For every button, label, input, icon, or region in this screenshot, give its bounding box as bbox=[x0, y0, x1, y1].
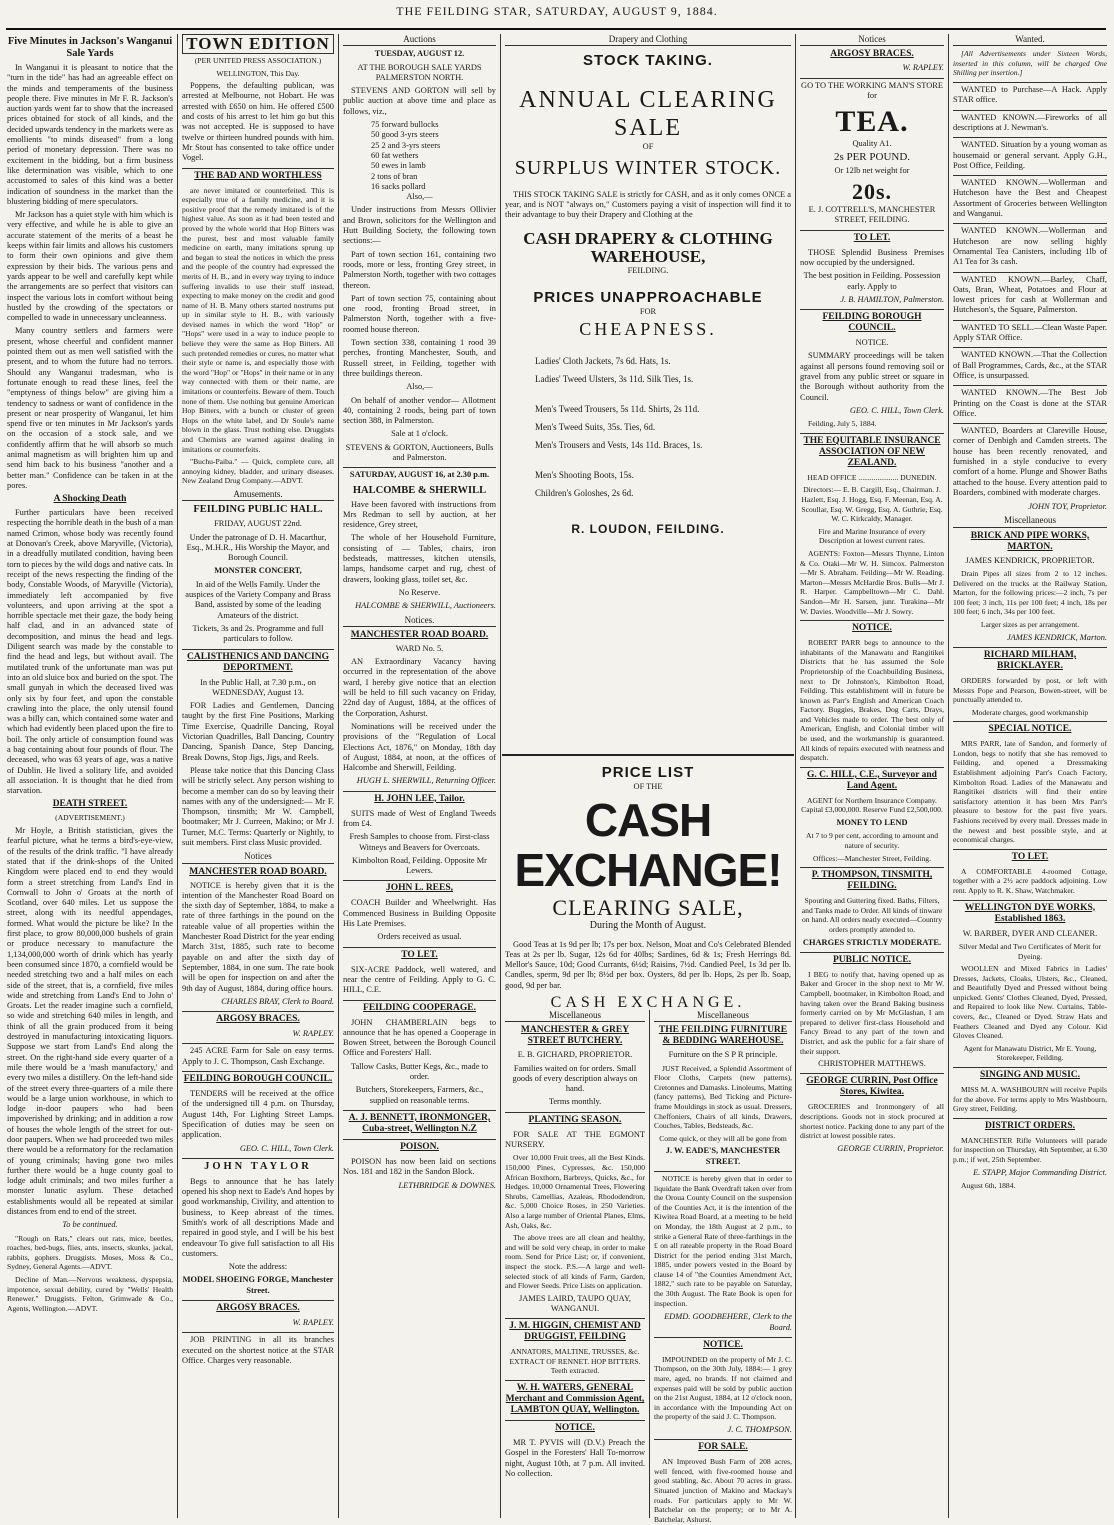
section-header: Drapery and Clothing bbox=[505, 34, 791, 46]
section-header: Wanted. bbox=[953, 34, 1107, 46]
ad-text: No Reserve. bbox=[398, 587, 441, 597]
wanted-ad: WANTED KNOWN.—Wollerman and Hutcheson have the Best and Cheapest Assortment of Groceries between Wellington and Wanganui. bbox=[953, 175, 1107, 219]
signature: W. RAPLEY. bbox=[292, 1318, 334, 1328]
ad-heading: MONEY TO LEND bbox=[836, 818, 908, 828]
signature: W. RAPLEY. bbox=[902, 63, 944, 73]
wanted-ad: WANTED KNOWN.—Barley, Chaff, Oats, Bran, Wheat, Potatoes and Flour at lowest prices for cash at Wollerman and Hutcheson's, the Square, Palmerston. bbox=[953, 272, 1107, 316]
column-2 bbox=[179, 34, 337, 1518]
ad-text: Terms monthly. bbox=[548, 1097, 602, 1107]
ad-title: TO LET. bbox=[800, 230, 944, 244]
ad-text: Quality A1. bbox=[852, 139, 892, 149]
ad-text: THIS STOCK TAKING SALE is strictly for CASH, and as it only comes ONCE a year, and is NOT "always on," Customers paying a visit of inspection will find it to their advantage to buy their Drapery and Clothing at the bbox=[505, 189, 791, 220]
ad-title: PRICE LIST bbox=[601, 764, 695, 781]
column-3 bbox=[340, 34, 499, 1518]
signature: E. STAPP, Major Commanding District. bbox=[973, 1167, 1107, 1177]
ad-text: Kimbolton Road, Feilding. Opposite Mr Lewers. bbox=[352, 855, 487, 876]
news-paragraph: Poppens, the defaulting publican, was arrested at Melbourne, not Hobart. He was arrested with £650 on him. He offered £500 and costs of his arrest to let him go but this was not accepted. He is supposed to have twelve or thirteen hundred pounds with him. Mr Stout has consented to take office under Vogel. bbox=[182, 81, 334, 163]
ad-text: FOR bbox=[639, 306, 657, 316]
ad-heading: NOTICE. bbox=[855, 338, 889, 348]
ad-text: Nominations will be received under the provisions of the "Regulation of Local Elections Act, 1876," on Monday, 18th day of August, 1884, at noon, at the offices of Halcombe and Sherwill, Feilding. bbox=[343, 721, 496, 773]
ad-title: RICHARD MILHAM, BRICKLAYER. bbox=[953, 647, 1107, 672]
column-rule bbox=[500, 34, 501, 1518]
ad-place: AT THE BOROUGH SALE YARDS PALMERSTON NORTH. bbox=[357, 62, 482, 82]
ad-title: CALISTHENICS AND DANCING DEPORTMENT. bbox=[182, 649, 334, 674]
signature: W. RAPLEY. bbox=[292, 1029, 334, 1039]
ad-date: FRIDAY, AUGUST 22nd. bbox=[214, 519, 302, 529]
ad-text: The whole of her Household Furniture, consisting of — Tables, chairs, iron bedsteads, mattresses, kitchen utensils, lamps, handsome carpet and rug, chest of drawers, looking glass, toilet set, &c. bbox=[343, 533, 496, 584]
signature: CHARLES BRAY, Clerk to Board. bbox=[221, 996, 334, 1006]
cash-exchange-ad bbox=[502, 754, 794, 1012]
article-paragraph: Many country settlers and farmers were present, whose cheerful and confident manner pointed them out as men well satisfied with the present, and to whom the future had no terrors. Should any Wanganui tradesman, who is fortunate enough to read these lines, feel the "emptyness of things below" are giving him a tendency to sadness or want of confidence in the present or near prosperity of Wanganui, let him spend five or ten minutes in Mr Jackson's yards on the occasion of a stock sale, and we confidently affirm that he will absorb so much animal magnetism as will brighten him up and send him back to his business "another and a better man." Confidence can be taken in at the pores. bbox=[7, 326, 173, 490]
list-item: Ladies' Cloth Jackets, 7s 6d. Hats, 1s. bbox=[535, 356, 671, 367]
wanted-ad: WANTED TO SELL.—Clean Waste Paper. Apply STAR Office. bbox=[953, 320, 1107, 344]
ad-date: In the Public Hall, at 7.30 p.m., on WEDNESDAY, August 13. bbox=[200, 677, 316, 697]
list-item: Men's Tweed Suits, 35s. Ties, 6d. bbox=[535, 422, 656, 433]
signature: J. B. HAMILTON, Palmerston. bbox=[840, 294, 944, 304]
column-note: [All Advertisements under Sixteen Words, inserted in this column, will be charged One Shilling per insertion.] bbox=[953, 49, 1107, 78]
signature: E. J. COTTRELL'S, MANCHESTER STREET, FEILDING. bbox=[808, 205, 936, 225]
ad-text: AGENTS: Foxton—Messrs Thynne, Linton & Co. Otaki—Mr W. H. Simcox. Palmerston—Mr S. Abraham. Feilding—Mr W. Reading. Marton—Messrs McHardie Bros. Bulls—Mr J. R. Harper. Campbelltown—Mr C. Dahl. Sandon—Mr H. Sarsen, junr. Turakina—Mr W. Davies. Woodville—Mr J. Sowry. bbox=[800, 548, 944, 616]
ad-text: Also,— bbox=[406, 382, 433, 392]
ad-heading: MODEL SHOEING FORGE, Manchester Street. bbox=[182, 1275, 334, 1295]
signature: GEORGE CURRIN, Proprietor. bbox=[837, 1143, 944, 1153]
ad-text: Part of town section 75, containing about one rood, fronting Broad street, in Palmerston North, together with a five-roomed house thereon. bbox=[343, 293, 496, 334]
ad-text: SIX-ACRE Paddock, well watered, and near the centre of Feilding. Apply to G. C. HILL, C.E. bbox=[343, 964, 496, 995]
ad-title: CASH EXCHANGE! bbox=[514, 794, 782, 897]
wanted-ad: WANTED, Boarders at Clareville House, corner of Denbigh and Camden streets. The house has been recently renovated, and furnished in a style conducive to every comfort of a home. Plunge and Shower Baths attached to the house. Every attention paid to Boarders, combined with moderate charges. bbox=[953, 423, 1107, 498]
ad-text: NOTICE is hereby given that it is the intention of the Manchester Road Board on the sixth day of September, 1884, to make a rate of three farthings in the pound on the rateable value of all properties within the Manchester Road District for the year ending March 31st, 1885, such rate to become payable on and after the sixth day of September, 1884, in one sum. The rate book will be open for inspection on and after the 9th day of August, 1884, during office hours. bbox=[182, 880, 334, 993]
article-paragraph: Mr Jackson has a quiet style with him which is very effective, and while he is able to give an accurate statement of the merits of a beast he keeps within fair limits and allows his customers to form their own opinions and give them expression by their bids. The various pens and yards appear to be well and carefully kept while the arrangements are so perfect that visitors can inspect the various lots in comfort without being hustled by the crowding of the spectators or compelled to wade in unnecessary uncleanness. bbox=[7, 210, 173, 323]
list-item: Men's Tweed Trousers, 5s 11d. Shirts, 2s 11d. bbox=[535, 404, 700, 415]
masthead-rule bbox=[6, 28, 1106, 30]
ad-text: During the Month of August. bbox=[589, 920, 707, 932]
ad-title: ANNUAL CLEARING SALE bbox=[519, 87, 777, 142]
ad-title: STOCK TAKING. bbox=[583, 52, 713, 70]
article-paragraph: In Wanganui it is pleasant to notice that the "turn in the tide" has had an agreeable effect on the minds and temperaments of the business people there. Five minutes in Mr F. R. Jackson's auction yards went far to show that the increased prices obtained for stock of all kinds, and the decided upwards tendency in the markets were as emollients "to minds diseased" from a long period of monetary depression. There was no excitement in the bidding, but a firm business like determination was visible, which to one accustomed to sales of this kind was a better indication of soundness in the market than the blustering bidding of mere speculators. bbox=[7, 63, 173, 206]
ad-text: At 7 to 9 per cent, according to amount and nature of security. bbox=[805, 831, 938, 850]
ad-text: Good Teas at 1s 9d per lb; 17s per box. Nelson, Moat and Co's Celebrated Blended Teas at 2s per lb. Sugar, 12s 6d for 40lbs; Sardines, 6d & 1s; Fresh Herrings 8d. Mellor's Sauce, 10d; Good Currants, 6½d; Raisins, 7½d. Candied Peel, 1s 3d per lb. Candles, sperm, 9d per lb; 8½d per box. Oysters, 8d per lb. Hops, 2s per lb. Soap, good, 9d per bar. bbox=[505, 939, 791, 990]
ad-title: NOTICE. bbox=[800, 620, 944, 634]
ad-text: Families waited on for orders. Small goods of every description always on hand. bbox=[512, 1063, 638, 1094]
stock-list bbox=[343, 120, 496, 192]
ad-text: The best position in Feilding. Possession early. Apply to bbox=[803, 271, 941, 291]
ad-date: SATURDAY, AUGUST 16, at 2.30 p.m. bbox=[343, 467, 496, 480]
ad-text: MRS PARR, late of Sandon, and formerly of London, begs to notify that she has removed to Feilding, and opened a Dressmaking Establishment adjoining Parr's Coach Factory, Kimbolton Road. Ladies of the Manawatu and Rangitikei districts will find their entire satisfactory attention it has been Mrs Parr's pleasure to bestow for the past five years. Fashions received by every mail. Dresses made in the newest and best possible style, and at economical charges. bbox=[953, 739, 1107, 845]
ad-text: Part of town section 161, containing two roods, more or less, fronting Grey street, in Palmerston North, together with two cottages thereon. bbox=[343, 249, 496, 290]
section-header: Miscellaneous bbox=[953, 515, 1107, 527]
ad-title: PLANTING SEASON. bbox=[505, 1112, 645, 1126]
ad-title: SPECIAL NOTICE. bbox=[953, 721, 1107, 735]
ad-text: GO TO THE WORKING MAN'S STORE for bbox=[800, 78, 944, 102]
ad-title: PRICES UNAPPROACHABLE bbox=[533, 288, 763, 306]
column-1 bbox=[4, 34, 176, 1518]
ad-text: Agent for Manawatu District, Mr E. Young, Storekeeper, Feilding. bbox=[963, 1043, 1097, 1063]
column-5-lower bbox=[651, 1010, 795, 1524]
ad-text: IMPOUNDED on the property of Mr J. C. Thompson, on the 30th July, 1884:— 1 grey mare, aged, no brands. If not claimed and expenses paid will be sold by public auction on the 21st August, 1884, at 12 o'clock noon, in accordance with the Impounding Act on the property of the said J. C. Thompson. bbox=[654, 1354, 792, 1422]
ad-text: Come quick, or they will all be gone from bbox=[659, 1133, 787, 1143]
ad-title: P. THOMPSON, TINSMITH, FEILDING. bbox=[800, 867, 944, 892]
ad-title: H. JOHN LEE, Tailor. bbox=[343, 791, 496, 805]
ad-text: 2s PER POUND. bbox=[833, 151, 911, 164]
section-header: Notices bbox=[182, 851, 334, 863]
signature: HUGH L. SHERWILL, Returning Officer. bbox=[356, 776, 496, 786]
ad-text: FEILDING. bbox=[627, 266, 669, 276]
ad-text: On behalf of another vendor— Allotment 40, containing 2 roods, being part of town section 388, in Palmerston. bbox=[343, 395, 496, 426]
ad-text: Have been favored with instructions from Mrs Redman to sell by auction, at her residence, Grey street, bbox=[343, 499, 496, 530]
column-rule bbox=[649, 1010, 650, 1518]
ad-text: Butchers, Storekeepers, Farmers, &c., supplied on reasonable terms. bbox=[355, 1085, 484, 1105]
ad-text: MANCHESTER Rifle Volunteers will parade for inspection on Thursday, 4th September, at 6.30 p.m.; if wet, 25th September. bbox=[953, 1135, 1107, 1164]
ad-text: STEVENS AND GORTON will sell by public auction at above time and place as follows, viz., bbox=[343, 86, 496, 116]
ad-text: Fire and Marine Insurance of every Description at lowest current rates. bbox=[818, 526, 926, 546]
ad-text: AGENT for Northern Insurance Company. Capital £3,000,000. Reserve Fund £2,500,000. bbox=[801, 795, 943, 815]
column-rule bbox=[177, 34, 178, 1518]
ad-text: Tickets, 3s and 2s. Programme and full particulars to follow. bbox=[192, 623, 324, 644]
signature: JAMES LAIRD, TAUPO QUAY, WANGANUI. bbox=[518, 1293, 632, 1313]
ad-text: Or 12lb net weight for bbox=[834, 165, 910, 175]
ad-title: WELLINGTON DYE WORKS, Established 1863. bbox=[953, 900, 1107, 925]
ad-title: GEORGE CURRIN, Post Office Stores, Kiwitea. bbox=[800, 1073, 944, 1098]
ad-text: Feilding, July 5, 1884. bbox=[808, 419, 877, 429]
article-title: DEATH STREET. bbox=[52, 799, 128, 810]
section-header: Notices. bbox=[343, 615, 496, 627]
ad-text: Town section 338, containing 1 rood 39 perches, fronting Manchester, South, and Russell street, in Feilding, together with three buildings thereon. bbox=[343, 338, 496, 378]
ad-heading: JAMES KENDRICK, PROPRIETOR. bbox=[965, 555, 1095, 565]
ad-title: TO LET. bbox=[953, 849, 1107, 863]
masthead: THE FEILDING STAR, SATURDAY, AUGUST 9, 1884. bbox=[396, 4, 718, 18]
ad-text: In aid of the Wells Family. Under the auspices of the Variety Company and Brass Band, assisted by some of the leading Amateurs of the district. bbox=[185, 579, 331, 620]
advertisement: Decline of Man.—Nervous weakness, dyspepsia, impotence, sexual debility, cured by "Wells' Health Renewer." Druggists. Felton, Grimwade & Co., Agents, Wellington.—ADVT. bbox=[7, 1275, 173, 1313]
town-edition-title: TOWN EDITION bbox=[182, 34, 334, 54]
list-item: 16 sacks pollard bbox=[371, 181, 426, 191]
section-header: Auctions bbox=[343, 34, 496, 46]
ad-text: A COMFORTABLE 4-roomed Cottage, together with a 2½ acre paddock adjoining. Low rent. Apply to R. K. Shaw, Watchmaker. bbox=[953, 866, 1107, 896]
ad-text: ANNATORS, MALTINE, TRUSSES, &c. EXTRACT OF RENNET. HOP BITTERS. Teeth extracted. bbox=[509, 1347, 641, 1376]
ad-text: Fresh Samples to choose from. First-class Witneys and Beavers for Overcoats. bbox=[349, 832, 490, 852]
byline: (PER UNITED PRESS ASSOCIATION.) bbox=[194, 56, 322, 65]
ad-text: JUST Received, a Splendid Assortment of Floor Cloths, Carpets (new patterns), Cretonnes and Damasks. Linoleums, Matting (fancy patterns), Bed Ticking and Picture-frame Mouldings in stock as usual. Dressers, Cheffoniers, Chairs of all kinds, Drawers, Couches, Tables, Bedsteads, &c. bbox=[654, 1063, 792, 1131]
ad-title: FEILDING COOPERAGE. bbox=[343, 1000, 496, 1014]
ad-text: OF THE bbox=[633, 782, 663, 791]
advertisement-label: (ADVERTISEMENT.) bbox=[55, 813, 125, 823]
ad-text: COACH Builder and Wheelwright. Has Commenced Business in Building Opposite His Late Premises. bbox=[343, 898, 496, 929]
ad-text: FOR Ladies and Gentlemen, Dancing taught by the first Fine Positions, Marking Time Exercise, Quadrille Dancing, Royal Victorian Quadrilles, Ball Dancing, Country Dancing, Spanish Dance, Step Dancing, Break Downs, Stop Jigs, Jigs, and Reels. bbox=[182, 701, 334, 762]
section-header: Miscellaneous bbox=[654, 1010, 792, 1022]
ad-text: Offices:—Manchester Street, Feilding. bbox=[813, 853, 931, 863]
list-item: 2 tons of bran bbox=[371, 171, 418, 181]
ad-text: FOR SALE AT THE EGMONT NURSERY. bbox=[505, 1129, 645, 1150]
ad-title: ARGOSY BRACES. bbox=[182, 1011, 334, 1025]
ad-heading: MONSTER CONCERT, bbox=[214, 566, 302, 576]
ad-text: NOTICE is hereby given that in order to liquidate the Bank Overdraft taken over from the Oroua County Council on the suspension of the Counties Act, it is the intention of the Kiwitea Road Board, at a meeting to be held on Monday, the 18th August at 2 p.m., to strike a General Rate of three-farthings in the £ on all rateable property in the Road Board District for the period ending 31st March, 1885, under powers vested in the Board by clause 14 of "the Counties Amendment Act, 1882," such rate to be payable on Saturday, the 30th August. The Rate Book is open for inspection. bbox=[654, 1171, 792, 1308]
ad-title: W. H. WATERS, GENERAL Merchant and Commission Agent, LAMBTON QUAY, Wellington. bbox=[505, 1380, 645, 1416]
ad-title: CASH EXCHANGE. bbox=[550, 994, 746, 1012]
ad-title: A. J. BENNETT, IRONMONGER, Cuba-street, Wellington N.Z bbox=[343, 1110, 496, 1135]
wanted-ad: WANTED KNOWN.—Wollerman and Hutcheson are now selling highly Ornamental Tea Canisters, including 1lb of A1 Tea for 3s cash. bbox=[953, 223, 1107, 267]
ad-text: Under the patronage of D. H. Macarthur, Esq., M.H.R., His Worship the Mayor, and Borough Council. bbox=[186, 532, 330, 563]
ad-title: THE EQUITABLE INSURANCE ASSOCIATION OF NEW ZEALAND. bbox=[800, 433, 944, 469]
ad-text: SUITS made of West of England Tweeds from £4. bbox=[343, 808, 496, 828]
ad-title: TO LET. bbox=[343, 947, 496, 961]
signature: STEVENS & GORTON, Auctioneers, Bulls and Palmerston. bbox=[345, 442, 494, 462]
section-header: Miscellaneous bbox=[505, 1010, 645, 1022]
price-list bbox=[505, 352, 791, 502]
signature: HALCOMBE & SHERWILL, Auctioneers. bbox=[355, 601, 496, 611]
ad-text: Begs to announce that he has lately opened his shop next to Eade's And hopes by good workmanship, Civility, and attention to business, to Keep abreast of the times. Smith's work of all descriptions Made and repaired in good style, and I will be his best endeavour To give full satisfaction to all His customers. bbox=[182, 1176, 334, 1258]
ad-text: Directors:— E. B. Cargill, Esq., Chairman. J. Hazlett, Esq. J. Hogg, Esq. F. Meenan, Esq. A. Scoullar, Esq. W. Gregg, Esq. A. Guthrie, Esq. W. C. Kirkcaldy, Manager. bbox=[801, 485, 943, 524]
ad-heading: W. BARBER, DYER AND CLEANER. bbox=[962, 928, 1098, 938]
ad-title: PUBLIC NOTICE. bbox=[800, 952, 944, 966]
list-item: 50 ewes in lamb bbox=[371, 161, 426, 171]
wanted-ad: WANTED. Situation by a young woman as housemaid or general servant. Apply G.H., Post Office, Feilding. bbox=[953, 137, 1107, 171]
advertisement: are never imitated or counterfeited. This is especially true of a family medicine, and it is positive proof that the remedy imitated is of the highest value. As soon as it had been tested and proved by the whole world that Hop Bitters was the purest, best and most valuable family medicine on earth, many imitations sprung up and began to steal the notices in which the press and the people of the country had expressed the merits of H. B., and in every way trying to induce suffering invalids to use their stuff instead, expecting to make money on the credit and good name of H. B. Many others started nostrums put up in similar style to H. B., with variously devised names in which the word "Hop" or "Hops" were used in a way to induce people to believe they were the same as Hop Bitters. All such pretended remedies or cures, no matter what their style or name is, and especially those with the word "Hop" or "Hops" in their name or in any way connected with them or their name, are imitations or counterfeits. Beware of them. Touch none of them. Use nothing but genuine American Hop Bitters, with a bunch or cluster of green Hops on the white label, and Dr Soule's name blown in the glass. Trust nothing else. Druggists and Chemists are warned against dealing in imitations or counterfeits. bbox=[182, 185, 334, 454]
ad-text: MISS M. A. WASHBOURN will receive Pupils for the above. For terms apply to Mrs Washbourn, Grey street, Feilding. bbox=[953, 1085, 1107, 1114]
column-7 bbox=[950, 34, 1110, 1518]
ad-title: SINGING AND MUSIC. bbox=[953, 1067, 1107, 1081]
list-item: 75 forward bullocks bbox=[371, 120, 439, 130]
signature: JOHN TOY, Proprietor. bbox=[1028, 502, 1107, 512]
ad-text: The above trees are all clean and healthy, and will be sold very cheap, in order to make room. Send for Price List; or, if convenient, inspect the stock. P.S.—A large and well-selected stock of all kinds of Farm, Garden, and Flower Seeds. Price Lists on application. bbox=[505, 1233, 645, 1291]
article-title: THE BAD AND WORTHLESS bbox=[182, 168, 334, 182]
ad-text: ORDERS forwarded by post, or left with Messrs Pope and Pearson, Bowen-street, will be punctually attended to. bbox=[953, 675, 1107, 705]
ad-text: Moderate charges, good workmanship bbox=[971, 707, 1089, 717]
ad-title: ARGOSY BRACES. bbox=[830, 49, 914, 60]
signature: EDMD. GOODBEHERE, Clerk to the Board. bbox=[664, 1312, 792, 1332]
continued-note: To be continued. bbox=[62, 1220, 118, 1230]
ad-text: MR T. PYVIS will (D.V.) Preach the Gospel in the Foresters' Hall To-morrow night, August 10th, at 7 p.m. All invited. No collection. bbox=[505, 1438, 645, 1478]
article-title: A Shocking Death bbox=[53, 494, 127, 505]
column-rule bbox=[338, 34, 339, 1518]
ad-title: SURPLUS WINTER STOCK. bbox=[514, 156, 782, 179]
ad-title: TEA. bbox=[835, 105, 909, 139]
ad-text: August 6th, 1884. bbox=[961, 1180, 1016, 1190]
ad-title: CLEARING SALE, bbox=[552, 895, 744, 921]
ad-text: Furniture on the S P R principle. bbox=[668, 1050, 778, 1060]
wanted-ad: WANTED KNOWN.—That the Collection of Ball Programmes, Cards, &c., at the STAR Office, is unsurpassed. bbox=[953, 347, 1107, 381]
ad-text: Tallow Casks, Butter Kegs, &c., made to order. bbox=[350, 1061, 489, 1082]
ad-title: J. M. HIGGIN, CHEMIST AND DRUGGIST, FEILDING bbox=[505, 1318, 645, 1343]
ad-title: CASH DRAPERY & CLOTHING WAREHOUSE, bbox=[523, 229, 773, 267]
column-4-lower bbox=[502, 1010, 648, 1518]
section-header: Notices bbox=[800, 34, 944, 46]
signature: LETHBRIDGE & DOWNES. bbox=[398, 1180, 496, 1190]
ad-text: Over 10,000 Fruit trees, all the Best Kinds. 150,000 Pines, Cypresses, &c. 150,000 African Boxthorn, Barbreys, Quicks, &c., for Hedges. 10,000 Ornamental Trees, Flowering Shrubs, Camellias, Azaleas, Rhododendron, &c. 5,000 Choice Roses, in 250 Varieties. Also a large number of Oriental Planes, Elms, Ash, Oaks, &c. bbox=[505, 1153, 645, 1230]
advertisement: "Buchu-Paiba." — Quick, complete cure, all annoying kidney, bladder, and urinary diseases. New Zealand Drug Company.—ADVT. bbox=[182, 457, 334, 486]
column-rule bbox=[795, 34, 796, 1518]
ad-text: JOHN CHAMBERLAIN begs to announce that he has opened a Cooperage in Bowen Street, between the Borough Council Office and Foresters' Hall. bbox=[343, 1017, 496, 1058]
article-title: Five Minutes in Jackson's Wanganui Sale Yards bbox=[7, 36, 173, 59]
list-item: Men's Shooting Boots, 15s. bbox=[535, 470, 634, 481]
column-rule bbox=[948, 34, 949, 1518]
ad-title: FOR SALE. bbox=[654, 1439, 792, 1453]
ad-title: CHEAPNESS. bbox=[579, 319, 717, 340]
ad-title: THE FEILDING FURNITURE & BEDDING WAREHOUSE. bbox=[658, 1025, 788, 1047]
signature: J. C. THOMPSON. bbox=[727, 1425, 792, 1434]
list-item: Children's Goloshes, 2s 6d. bbox=[535, 488, 634, 499]
list-item: 60 fat wethers bbox=[371, 150, 419, 160]
ad-text: ROBERT PARR begs to announce to the inhabitants of the Manawatu and Rangitikei Districts that he has assumed the Sole Proprietorship of the Coachbuilding Business, next to Dr Johnston's, Kimbolton Road, Feilding. This establishment will in future be known as Parr's English and American Coach Factory. Buggies, Brakes, Dog Carts, Drays, and Vehicles made to order. The best only of American, English, and Colonial timber will be used, and the workmanship is guaranteed. All kinds of repairs executed with neatness and despatch. bbox=[800, 638, 944, 763]
ad-text: 245 ACRE Farm for Sale on easy terms. Apply to J. C. Thompson, Cash Exchange. bbox=[182, 1043, 334, 1067]
ad-text: SUMMARY proceedings will be taken against all persons found removing soil or gravel from any public street or square in the Borough without authority from the Council. bbox=[800, 351, 944, 402]
article-paragraph: Further particulars have been received respecting the horrible death in the bush of a man named Crimon, whose body was recently found at Donovan's Creek, above Maryville, (Victoria), in a dreadfully mutilated condition, having been torn to pieces by the wild dogs and native cats. In receipt of the news respecting the finding of the body, Constable Woods, of Maryville (Victoria), immediately left accompanied by five volunteers, and upon arriving at the spot a horrible spectacle met their gaze, the body being half clad, and in an advanced state of decomposition, and minus the head and legs. Diligent search was made by the constable to find the head and legs, but without avail. The mutilated trunk of the unfortunate man was put into an old sluice box and buried on the spot. The small gunyah in which the deceased lived was only six by four feet, and upon the constable crawling into the place, the only utensil found was a billy can, which contained some water and which had evidently been placed upon the fire to boil. The only article of consumption found was a bag containing about four pounds of flour. The deceased, who was 63 years of age, was a native of Dublin. He lived a solitary life, and avoided all association. It is thought that he died from starvation. bbox=[7, 508, 173, 796]
signature: CHRISTOPHER MATTHEWS. bbox=[818, 1059, 926, 1069]
ad-title: MANCHESTER ROAD BOARD. bbox=[189, 866, 327, 877]
ad-text: Spouting and Guttering fixed. Baths, Filters, and Tanks made to Order. All kinds of tinware on hand. All orders neatly executed—Country orders promptly attended to. bbox=[801, 896, 943, 934]
ad-title: NOTICE. bbox=[654, 1337, 792, 1351]
ad-title: BRICK AND PIPE WORKS, MARTON. bbox=[970, 530, 1090, 552]
ad-text: HEAD OFFICE ..................... DUNEDIN. bbox=[807, 472, 937, 482]
ad-text: AN Improved Bush Farm of 208 acres, well fenced, with five-roomed house and good stabling, &c. About 70 acres in grass. Situated junction of Makino and Mackay's roads. For particulars apply to Mr W. Batchelar on the property; or to Mr A. Batchelar, Ashurst. bbox=[654, 1457, 792, 1524]
wanted-ad: WANTED KNOWN.—Fireworks of all descriptions at J. Newman's. bbox=[953, 110, 1107, 134]
ad-heading: CHARGES STRICTLY MODERATE. bbox=[802, 937, 942, 947]
ad-text: Note the address: bbox=[228, 1262, 288, 1272]
ad-title: MANCHESTER ROAD BOARD. bbox=[350, 629, 489, 640]
ad-text: Orders received as usual. bbox=[377, 932, 462, 942]
ad-title: G. C. HILL, C.E., Surveyor and Land Agent. bbox=[800, 767, 944, 792]
signature: JAMES KENDRICK, Marton. bbox=[1006, 632, 1107, 642]
ad-text: Drain Pipes all sizes from 2 to 12 inches. Delivered on the trucks at the Railway Station, Marton, for the following prices:—2 inch, 7s per 100 feet; 3 inch, 11s per 100 feet; 4 inch, 18s per 100 feet; 6 inch, 34s per 100 feet. bbox=[953, 569, 1107, 617]
ad-text: WOOLLEN and Mixed Fabrics in Ladies' Dresses, Jackets, Cloaks, Ulsters, &c., Cleaned, and Beautifully Dyed and Pressed without being unpicked. Gents' Clothes Cleaned, Dyed, Pressed, and Repaired to look like New. Curtains, Table-covers, &c., Cleaned or Dyed. Straw Hats and Feathers Cleaned and Dyed any Colour. Kid Gloves Cleaned. bbox=[953, 964, 1107, 1041]
dateline: WELLINGTON, This Day. bbox=[216, 68, 300, 78]
ad-title: MANCHESTER & GREY STREET BUTCHERY. bbox=[520, 1025, 630, 1047]
ad-text: AN Extraordinary Vacancy having occurred in the representation of the above ward, I hereby give notice that an election will be held to fill such vacancy on Friday, 22nd day of August, 1884, at the offices of the Corporation, Ashurst. bbox=[343, 657, 496, 718]
ad-title: ARGOSY BRACES. bbox=[182, 1300, 334, 1314]
signature: J. W. EADE'S, MANCHESTER STREET. bbox=[665, 1146, 781, 1166]
wanted-ad: WANTED to Purchase—A Hack. Apply STAR office. bbox=[953, 82, 1107, 106]
ad-title: POISON. bbox=[343, 1139, 496, 1153]
list-item: Men's Trousers and Vests, 14s 11d. Braces, 1s. bbox=[535, 440, 703, 451]
ad-signature: R. LOUDON, FEILDING. bbox=[571, 522, 725, 537]
ad-text: Larger sizes as per arrangement. bbox=[980, 620, 1080, 630]
wanted-ad: WANTED KNOWN.—The Best Job Printing on the Coast is done at the STAR Office. bbox=[953, 385, 1107, 419]
ad-text: POISON has now been laid on sections Nos. 181 and 182 in the Sandon Block. bbox=[343, 1156, 496, 1177]
ad-title: FEILDING BOROUGH COUNCIL. bbox=[800, 309, 944, 334]
drapery-ad bbox=[502, 34, 794, 754]
ad-text: I BEG to notify that, having opened up as Baker and Grocer in the shop next to Mr W. Campbell, bootmaker, in Kimbolton Road, and having taken over the Brand Baking business formerly carried on by Mr McGlashan, I am prepared to deliver first-class Household and Fancy Bread to any part of the town and District, and ask the public for a fair share of their support. bbox=[800, 969, 944, 1056]
ad-text: JOB PRINTING in all its branches executed on the shortest notice at the STAR Office. Charges very reasonable. bbox=[182, 1332, 334, 1366]
article-paragraph: Mr Hoyle, a British statistician, gives the fearful picture, what he terms a bird's-eye-view, of the results of the drink traffic. "I have already stated that if the drink-shops of the United Kingdom were placed end to end they would form a street stretching from Land's End in Cornwall to John o' Groats at the north of Scotland, over 640 miles. Let us suppose the street, along with its needful appendages, formed. What would the picture be like? In the first place, to grow 80,000,000 bushels of grain or produce necessary to manufacture the 1,134,000,000 worth of drink which has yearly been consumed since 1870, a cornfield would be needed stretching two and a half miles on each side of the street, that is, a cornfield, five miles wide and stretching from Land's End to John o' Groats. Let the reader imagine such a cornfield, so wide and stretching 640 miles in length, and think of all the grain produced from it being destroyed in manufacturing intoxicating liquors. Suppose we start from Land's End along the street. On the right-hand side every quarter of a mile there would be a 'mash manufactory,' and every two miles a distillery. On the left-hand side of the street every three-quarters of a mile there would be a large union workhouse, in which to lodge in-door paupers who had been impoverished by drinking; and in addition a row of houses the whole length of the street for out-door paupers. When we had proceeded two miles there would be a reformatory for the reclamation of young criminals; having gone two miles further there would be a huge county goal to lodge adult criminals; and two miles further a monster lunatic asylum. These detached establishments would all be repeated at similar distances from end to end of the street. bbox=[7, 826, 173, 1217]
signature: GEO. C. HILL, Town Clerk. bbox=[239, 1143, 334, 1153]
ad-text: Silver Medal and Two Certificates of Merit for Dyeing. bbox=[958, 941, 1102, 961]
ad-heading: E. B. GICHARD, PROPRIETOR. bbox=[517, 1050, 633, 1060]
section-header: Amusements. bbox=[182, 489, 334, 501]
ad-title: FEILDING PUBLIC HALL. bbox=[193, 504, 323, 516]
list-item: Ladies' Tweed Ulsters, 3s 11d. Silk Ties, 1s. bbox=[535, 374, 694, 385]
ad-text: TENDERS will be received at the office of the undersigned till 4 p.m. on Thursday, August 14th, For Lighting Street Lamps. Specification of duties may be seen on application. bbox=[182, 1089, 334, 1140]
ad-text: Under instructions from Messrs Ollivier and Brown, solicitors for the Wellington and Hutt Building Society, the following town sections:— bbox=[343, 205, 496, 246]
ad-title: DISTRICT ORDERS. bbox=[953, 1118, 1107, 1132]
ad-title: 20s. bbox=[851, 179, 893, 205]
ad-title: JOHN TAYLOR bbox=[182, 1158, 334, 1173]
ad-text: GROCERIES and Ironmongery of all descriptions. Goods not in stock procured at shortest notice. Packing done to any part of the district at lowest possible rates. bbox=[800, 1102, 944, 1141]
ad-title: FEILDING BOROUGH COUNCIL. bbox=[182, 1071, 334, 1085]
advertisement: "Rough on Rats," clears out rats, mice, beetles, roaches, bed-bugs, flies, ants, insects, skunks, jackal, rabbits, gophers. Druggists. Moses, Moss & Co., Sydney, General Agents.—ADVT. bbox=[7, 1233, 173, 1272]
signature: GEO. C. HILL, Town Clerk. bbox=[849, 405, 944, 415]
ad-text: THOSE Splendid Business Premises now occupied by the undersigned. bbox=[800, 247, 944, 267]
column-6 bbox=[797, 34, 947, 1518]
list-item: 50 good 3-yrs steers bbox=[371, 130, 439, 140]
ad-text: OF bbox=[642, 142, 654, 152]
ad-heading: WARD No. 5. bbox=[395, 643, 444, 653]
ad-text: Please take notice that this Dancing Class will be strictly select. Any person wishing to become a member can do so by leaving their names with any of the undersigned:— Mr F. Thompson, tinsmith; Mr W. Campbell, bootmaker; Mr J. Curreen, Makino; or Mr J. Turner, M.C. Terms: Quarterly or Nightly, to suit members. First class Music provided. bbox=[182, 765, 334, 847]
list-item: 25 2 and 3-yrs steers bbox=[371, 140, 441, 150]
ad-title: JOHN L. REES, bbox=[343, 880, 496, 894]
ad-title: HALCOMBE & SHERWILL bbox=[352, 484, 487, 496]
ad-text: Also,— bbox=[406, 192, 433, 202]
ad-title: NOTICE. bbox=[505, 1420, 645, 1434]
ad-date: TUESDAY, AUGUST 12. bbox=[374, 49, 465, 59]
ad-text: Sale at 1 o'clock. bbox=[391, 429, 448, 439]
